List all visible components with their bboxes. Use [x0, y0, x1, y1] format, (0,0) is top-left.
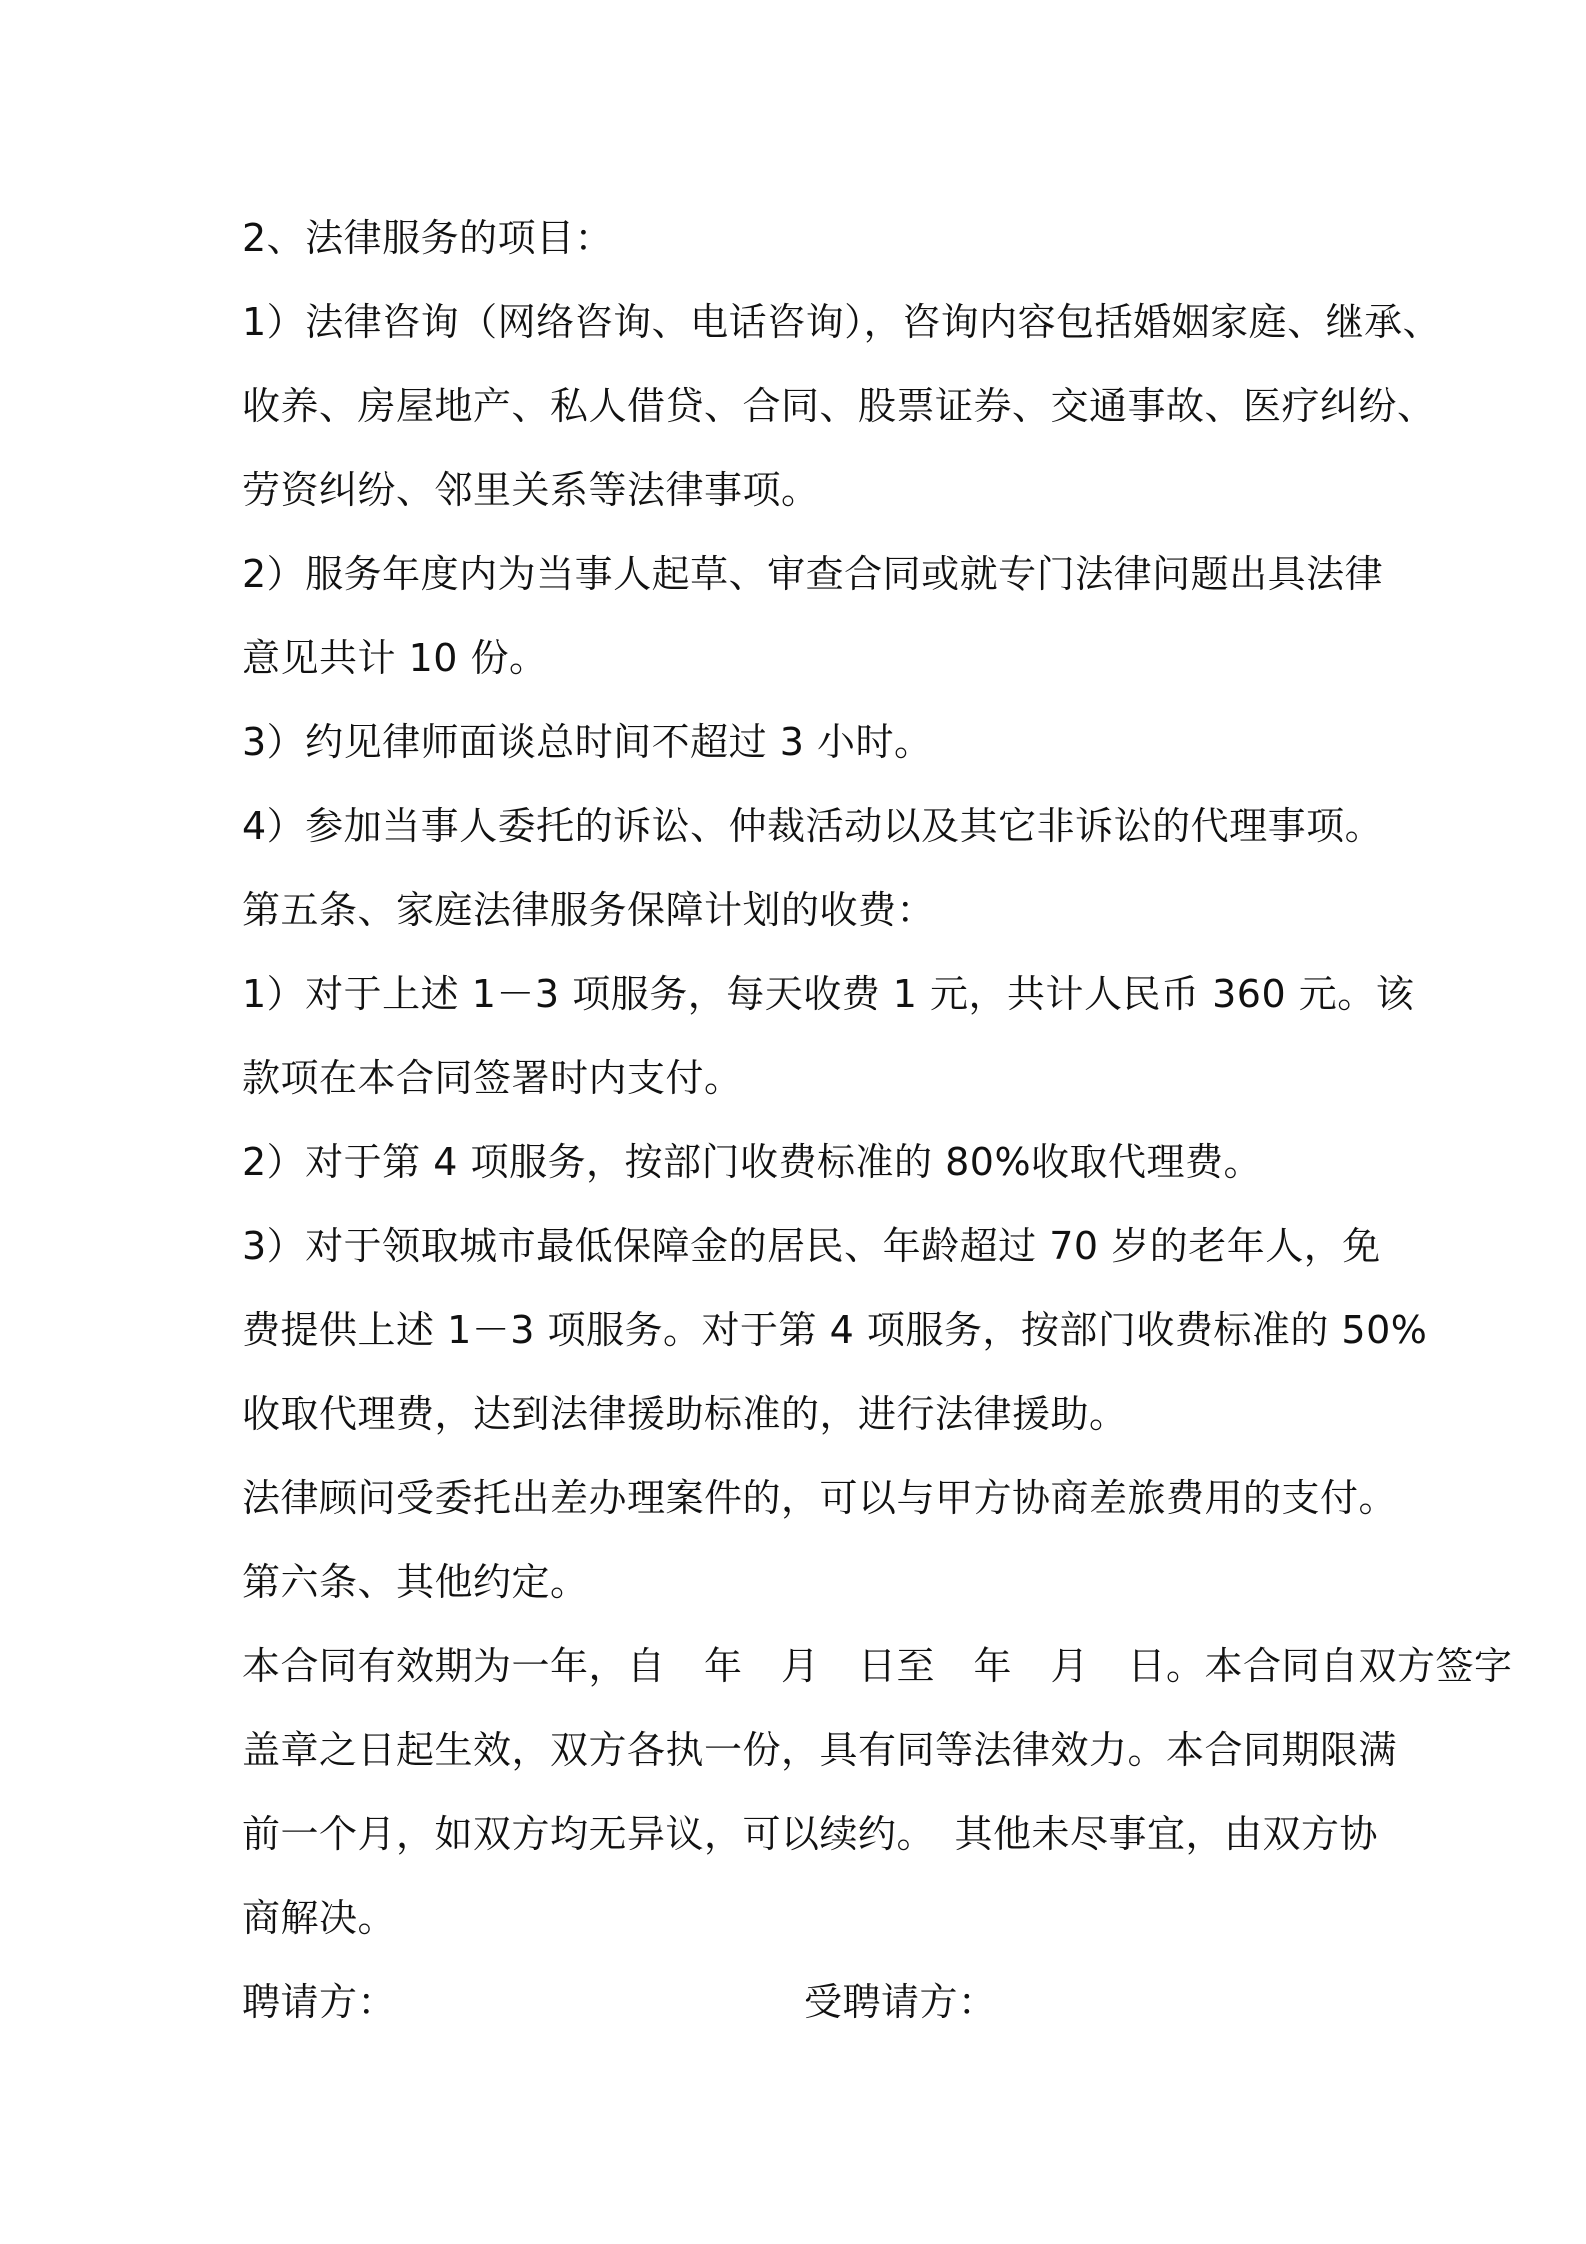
service-item-3: 3）约见律师面谈总时间不超过 3 小时。: [242, 720, 933, 764]
validity-clause-line-3: 前一个月，如双方均无异议，可以续约。 其他未尽事宜，由双方协: [242, 1812, 1379, 1856]
validity-clause-line-4: 商解决。: [242, 1896, 397, 1940]
service-item-2-line-2: 意见共计 10 份。: [242, 636, 548, 680]
article-6-heading: 第六条、其他约定。: [242, 1560, 589, 1604]
fee-item-2: 2）对于第 4 项服务，按部门收费标准的 80%收取代理费。: [242, 1140, 1263, 1184]
section-heading-legal-services: 2、法律服务的项目：: [242, 216, 614, 260]
service-item-4: 4）参加当事人委托的诉讼、仲裁活动以及其它非诉讼的代理事项。: [242, 804, 1384, 848]
fee-item-1-line-1: 1）对于上述 1－3 项服务，每天收费 1 元，共计人民币 360 元。该: [242, 972, 1415, 1016]
validity-clause-line-2: 盖章之日起生效，双方各执一份，具有同等法律效力。本合同期限满: [242, 1728, 1398, 1772]
signature-row: [242, 1960, 1362, 2044]
contract-body: [242, 196, 1513, 2044]
fee-item-3-line-1: 3）对于领取城市最低保障金的居民、年龄超过 70 岁的老年人，免: [242, 1224, 1381, 1268]
fee-item-3-line-2: 费提供上述 1－3 项服务。对于第 4 项服务，按部门收费标准的 50%: [242, 1308, 1428, 1352]
service-item-2-line-1: 2）服务年度内为当事人起草、审查合同或就专门法律问题出具法律: [242, 552, 1384, 596]
service-item-1-line-2: 收养、房屋地产、私人借贷、合同、股票证券、交通事故、医疗纠纷、: [242, 384, 1436, 428]
article-5-heading: 第五条、家庭法律服务保障计划的收费：: [242, 888, 936, 932]
fee-item-3-line-3: 收取代理费，达到法律援助标准的，进行法律援助。: [242, 1392, 1128, 1436]
service-item-1-line-3: 劳资纠纷、邻里关系等法律事项。: [242, 468, 820, 512]
validity-clause-line-1: 本合同有效期为一年，自 年 月 日至 年 月 日。本合同自双方签字: [242, 1644, 1513, 1688]
service-item-1-line-1: 1）法律咨询（网络咨询、电话咨询），咨询内容包括婚姻家庭、继承、: [242, 300, 1442, 344]
fee-item-1-line-2: 款项在本合同签署时内支付。: [242, 1056, 743, 1100]
employer-label: 聘请方：: [242, 1980, 397, 2024]
employee-label: 受聘请方：: [804, 1980, 997, 2024]
travel-expense-clause: 法律顾问受委托出差办理案件的，可以与甲方协商差旅费用的支付。: [242, 1476, 1398, 1520]
